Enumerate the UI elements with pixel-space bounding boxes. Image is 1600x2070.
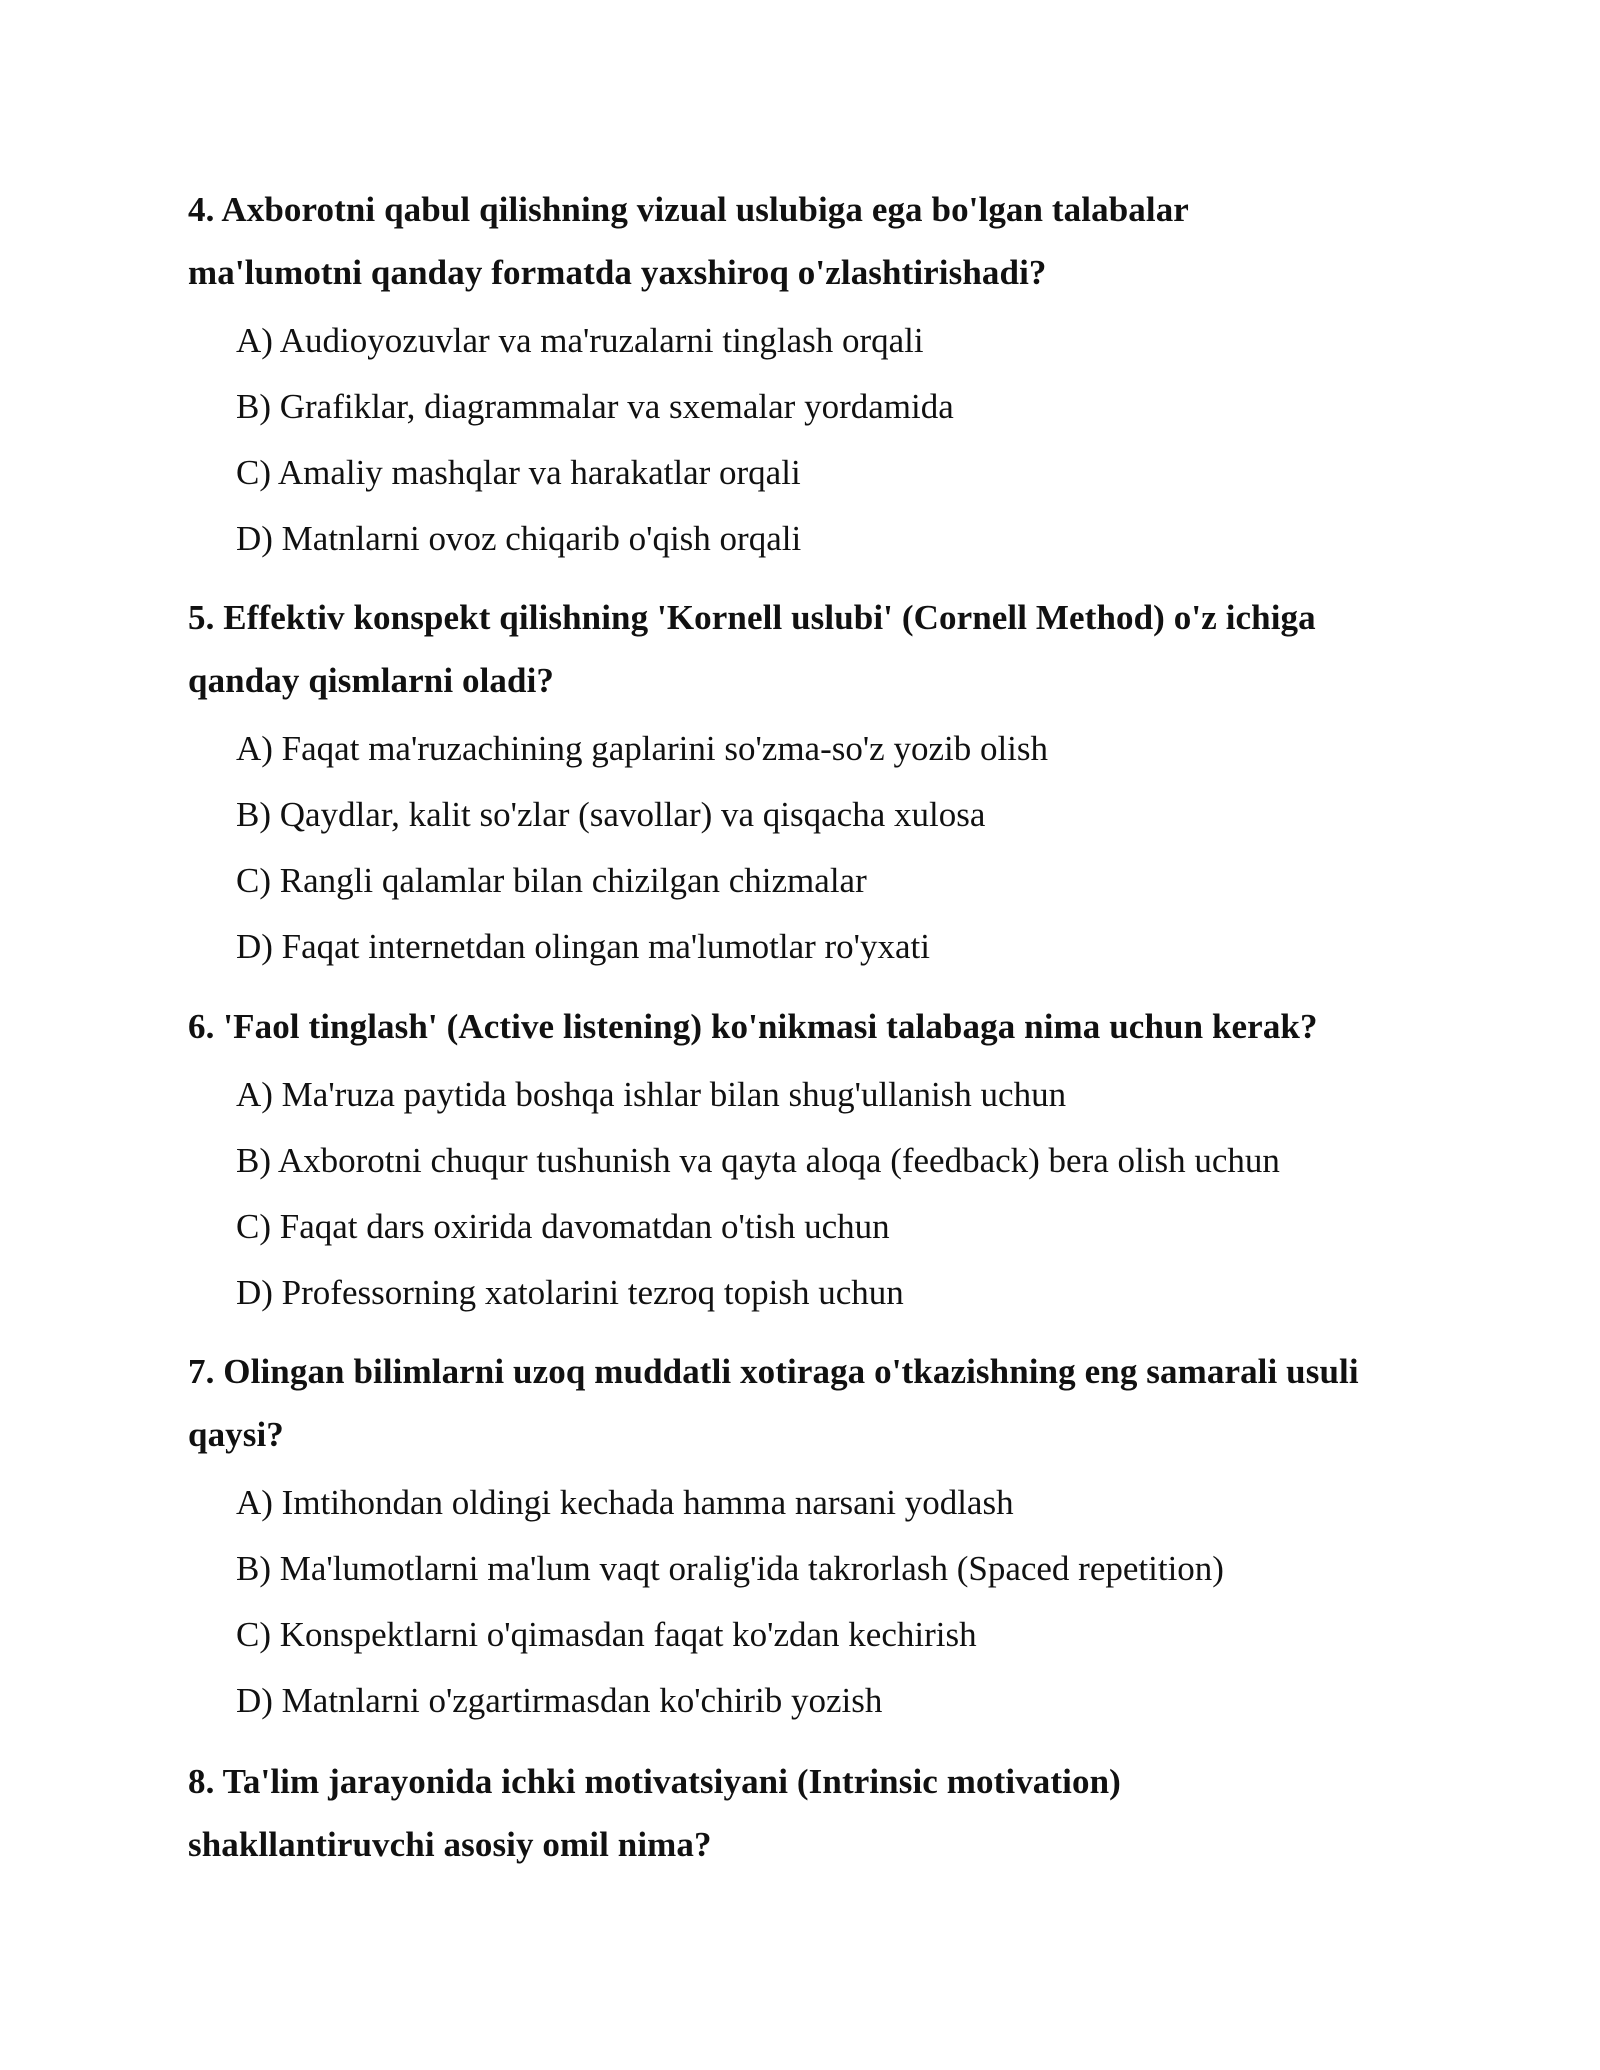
answer-options bbox=[188, 1470, 1458, 1734]
question-6 bbox=[188, 995, 1488, 1326]
option-c: C) Konspektlarni o'qimasdan faqat ko'zdan kechirish bbox=[236, 1615, 977, 1654]
option-c: C) Faqat dars oxirida davomatdan o'tish uchun bbox=[236, 1207, 890, 1246]
question-text: 6. 'Faol tinglash' (Active listening) ko'nikmasi talabaga nima uchun kerak? bbox=[188, 1007, 1318, 1046]
option-d: D) Matnlarni ovoz chiqarib o'qish orqali bbox=[236, 519, 802, 558]
option-c: C) Rangli qalamlar bilan chizilgan chizmalar bbox=[236, 861, 867, 900]
answer-options bbox=[188, 1062, 1488, 1326]
question-4 bbox=[188, 178, 1258, 572]
option-a: A) Audioyozuvlar va ma'ruzalarni tinglash orqali bbox=[236, 321, 924, 360]
option-b: B) Ma'lumotlarni ma'lum vaqt oralig'ida takrorlash (Spaced repetition) bbox=[236, 1549, 1224, 1588]
question-7 bbox=[188, 1340, 1458, 1734]
option-b: B) Axborotni chuqur tushunish va qayta aloqa (feedback) bera olish uchun bbox=[236, 1141, 1280, 1180]
question-5 bbox=[188, 586, 1428, 980]
answer-options bbox=[188, 308, 1258, 572]
option-a: A) Faqat ma'ruzachining gaplarini so'zma-so'z yozib olish bbox=[236, 729, 1049, 768]
question-text: 7. Olingan bilimlarni uzoq muddatli xotiraga o'tkazishning eng samarali usuli qaysi? bbox=[188, 1352, 1359, 1454]
option-d: D) Professorning xatolarini tezroq topish uchun bbox=[236, 1273, 904, 1312]
option-b: B) Qaydlar, kalit so'zlar (savollar) va qisqacha xulosa bbox=[236, 795, 986, 834]
question-text: 4. Axborotni qabul qilishning vizual uslubiga ega bo'lgan talabalar ma'lumotni qanday formatda yaxshiroq o'zlashtirishadi? bbox=[188, 190, 1189, 292]
answer-options bbox=[188, 716, 1428, 980]
option-a: A) Imtihondan oldingi kechada hamma narsani yodlash bbox=[236, 1483, 1014, 1522]
question-text: 8. Ta'lim jarayonida ichki motivatsiyani (Intrinsic motivation) shakllantiruvchi asosiy omil nima? bbox=[188, 1762, 1121, 1864]
option-d: D) Faqat internetdan olingan ma'lumotlar ro'yxati bbox=[236, 927, 930, 966]
option-b: B) Grafiklar, diagrammalar va sxemalar yordamida bbox=[236, 387, 954, 426]
option-a: A) Ma'ruza paytida boshqa ishlar bilan shug'ullanish uchun bbox=[236, 1075, 1067, 1114]
option-d: D) Matnlarni o'zgartirmasdan ko'chirib yozish bbox=[236, 1681, 883, 1720]
question-8 bbox=[188, 1750, 1188, 1876]
option-c: C) Amaliy mashqlar va harakatlar orqali bbox=[236, 453, 801, 492]
question-text: 5. Effektiv konspekt qilishning 'Kornell uslubi' (Cornell Method) o'z ichiga qanday qismlarni oladi? bbox=[188, 598, 1316, 700]
